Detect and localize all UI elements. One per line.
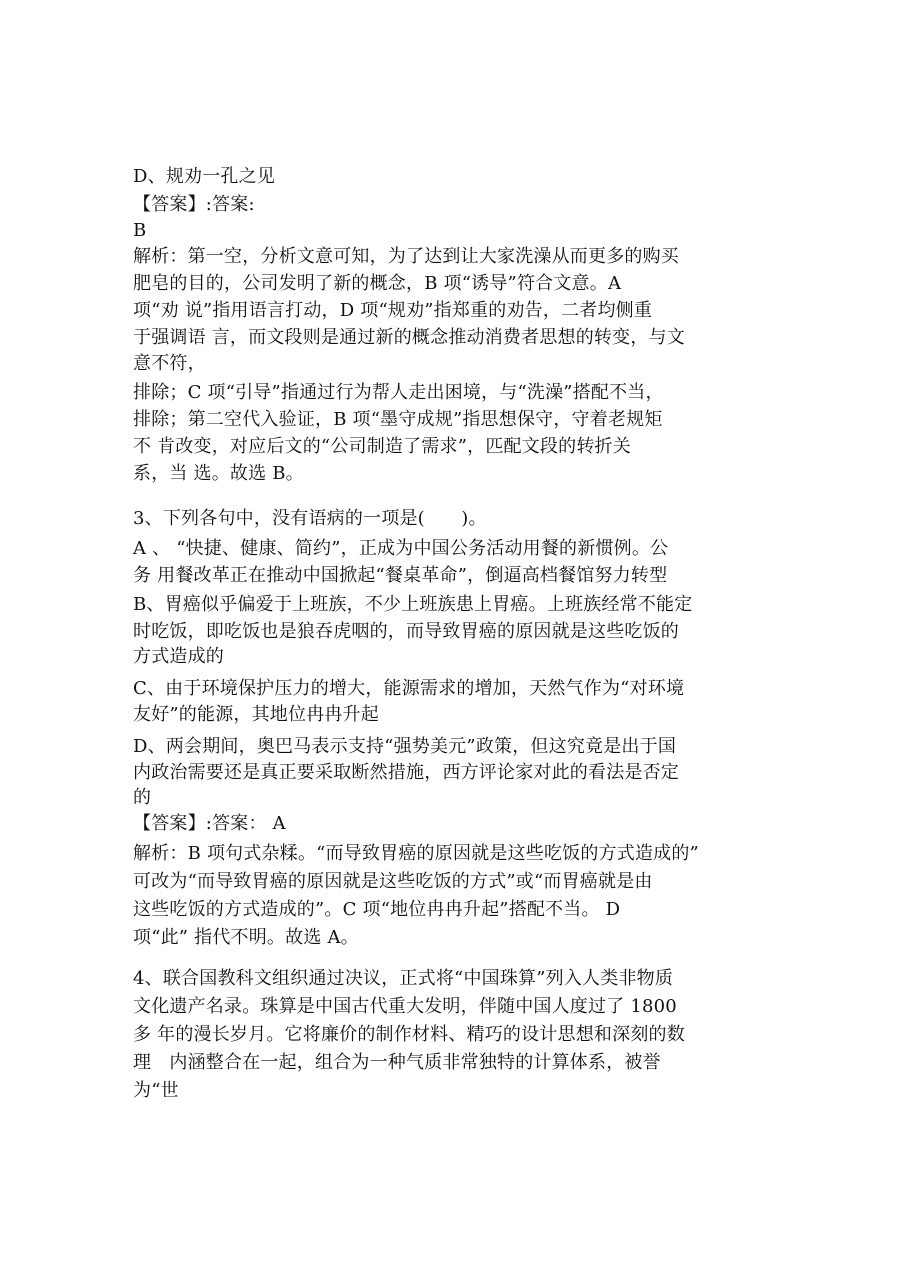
option-b-line: 方式造成的 <box>133 646 224 667</box>
analysis-line: 肥皂的目的，公司发明了新的概念，B 项“诱导”符合文意。A <box>133 273 622 294</box>
question-4-stem: 4、联合国教科文组织通过决议，正式将“中国珠算”列入人类非物质 <box>133 968 674 989</box>
option-d-line: D、两会期间，奥巴马表示支持“强势美元”政策，但这究竟是出于国 <box>133 736 677 757</box>
analysis-line: 意不符， <box>133 353 206 374</box>
analysis-line: 项“劝 说”指用语言打动，D 项“规劝”指郑重的劝告，二者均侧重 <box>133 300 653 321</box>
option-c-line: C、由于环境保护压力的增大，能源需求的增加，天然气作为“对环境 <box>133 678 685 699</box>
analysis-line: 项“此” 指代不明。故选 A。 <box>133 927 359 948</box>
analysis-line: 这些吃饭的方式造成的”。C 项“地位冉冉升起”搭配不当。 D <box>133 899 621 920</box>
analysis-line: 系，当 选。故选 B。 <box>133 463 304 484</box>
option-d-line: D、规劝一孔之见 <box>133 166 276 187</box>
analysis-line: 可改为“而导致胃癌的原因就是这些吃饭的方式”或“而胃癌就是由 <box>133 871 653 892</box>
option-d-line: 的 <box>133 787 152 808</box>
answer-label: 【答案】:答案： A <box>133 813 286 834</box>
analysis-line: 排除；第二空代入验证，B 项“墨守成规”指思想保守，守着老规矩 <box>133 409 663 430</box>
analysis-line: 于强调语 言，而文段则是通过新的概念推动消费者思想的转变，与文 <box>133 327 685 348</box>
analysis-line: 解析：第一空，分析文意可知，为了达到让大家洗澡从而更多的购买 <box>133 246 679 267</box>
option-a-line: 务 用餐改革正在推动中国掀起“餐桌革命”，倒逼高档餐馆努力转型 <box>133 565 668 586</box>
option-b-line: B、胃癌似乎偏爱于上班族，不少上班族患上胃癌。上班族经常不能定 <box>133 594 693 615</box>
answer-label: 【答案】:答案: <box>133 194 255 215</box>
analysis-line: 排除；C 项“引导”指通过行为帮人走出困境，与“洗澡”搭配不当， <box>133 382 664 403</box>
option-a-line: A 、 “快捷、健康、简约”，正成为中国公务活动用餐的新惯例。公 <box>133 538 669 559</box>
question-3-stem: 3、下列各句中，没有语病的一项是( )。 <box>133 508 487 529</box>
option-b-line: 时吃饭，即吃饭也是狼吞虎咽的，而导致胃癌的原因就是这些吃饭的 <box>133 621 679 642</box>
option-c-line: 友好”的能源，其地位冉冉升起 <box>133 704 380 725</box>
question-4-line: 文化遗产名录。珠算是中国古代重大发明，伴随中国人度过了 1800 <box>133 996 677 1017</box>
question-4-line: 多 年的漫长岁月。它将廉价的制作材料、精巧的设计思想和深刻的数 <box>133 1024 685 1045</box>
question-4-line: 为“世 <box>133 1080 179 1101</box>
analysis-line: 解析：B 项句式杂糅。“而导致胃癌的原因就是这些吃饭的方式造成的” <box>133 843 699 864</box>
question-4-line: 理 内涵整合在一起，组合为一种气质非常独特的计算体系，被誉 <box>133 1052 661 1073</box>
answer-value: B <box>133 220 147 241</box>
option-d-line: 内政治需要还是真正要采取断然措施，西方评论家对此的看法是否定 <box>133 762 679 783</box>
analysis-line: 不 肯改变，对应后文的“公司制造了需求”，匹配文段的转折关 <box>133 436 631 457</box>
